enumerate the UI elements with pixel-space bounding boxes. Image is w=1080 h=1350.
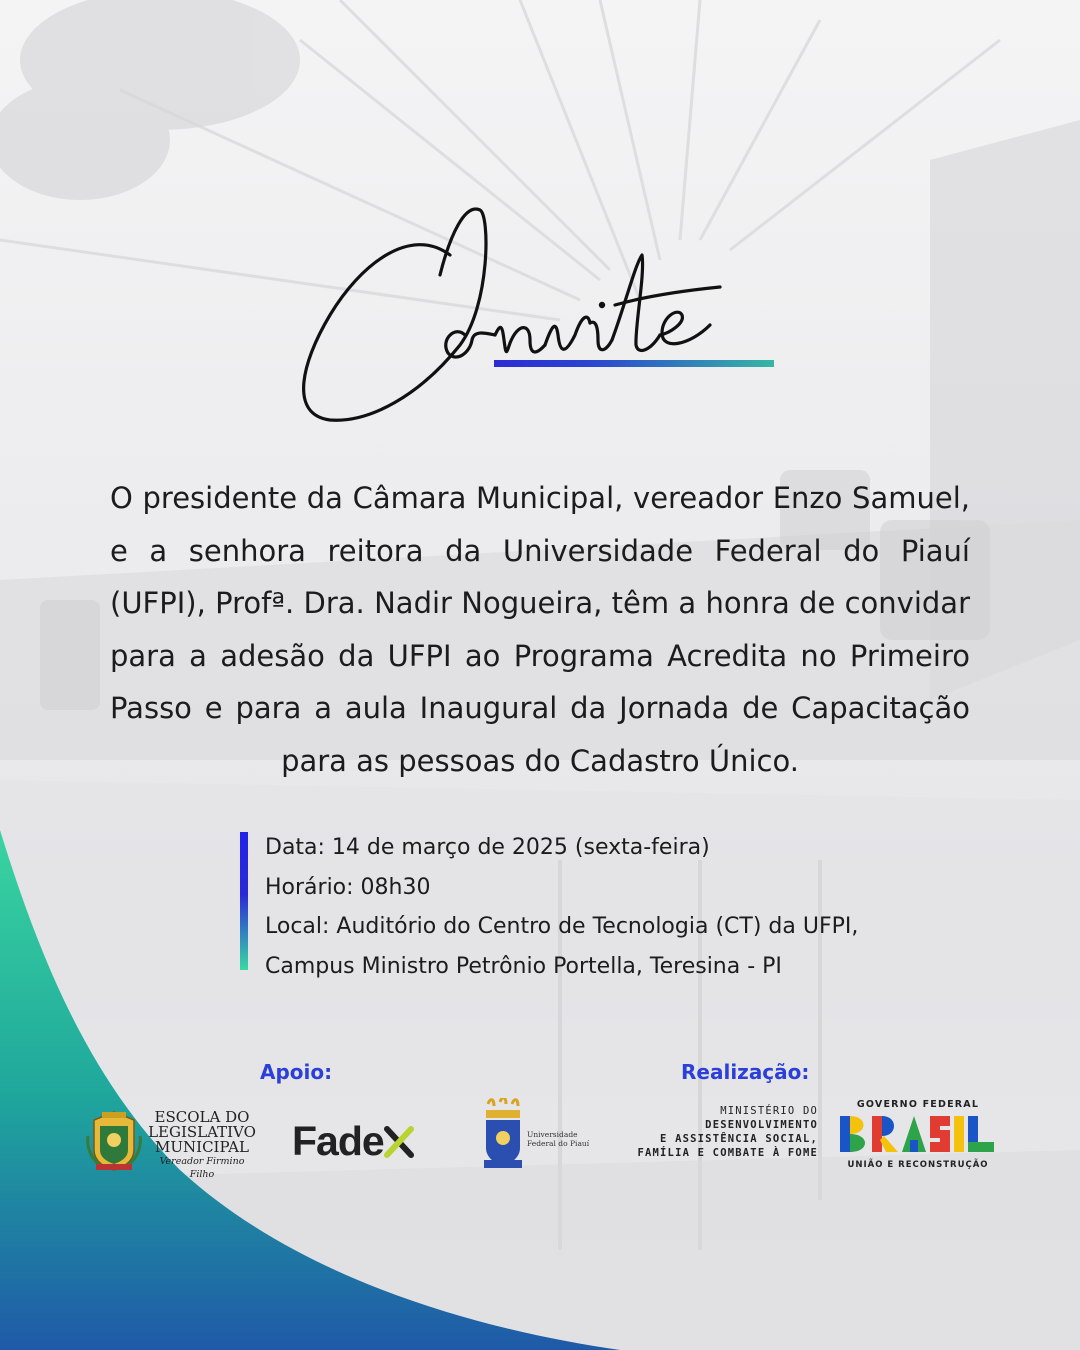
event-location-cont: Campus Ministro Petrônio Portella, Teresina - PI xyxy=(265,953,782,979)
escola-line-3: MUNICIPAL xyxy=(155,1138,249,1156)
details-lines xyxy=(265,828,945,986)
ufpi-text xyxy=(527,1130,607,1148)
event-location: Local: Auditório do Centro de Tecnologia (CT) da UFPI, xyxy=(265,914,859,939)
event-time: Horário: 08h30 xyxy=(265,874,431,900)
escola-text xyxy=(146,1110,258,1181)
ufpi-logo xyxy=(480,1098,600,1172)
mds-line-3: E ASSISTÊNCIA SOCIAL, xyxy=(660,1133,818,1145)
brasil-wordmark-icon xyxy=(840,1114,996,1154)
title-script xyxy=(290,195,790,435)
label-apoio: Apoio: xyxy=(260,1060,333,1084)
fadex-logo xyxy=(292,1118,442,1164)
ufpi-line-1: Universidade xyxy=(527,1130,578,1139)
title-underline xyxy=(494,360,774,367)
ufpi-line-2: Federal do Piauí xyxy=(527,1139,590,1148)
coat-of-arms-icon xyxy=(84,1106,144,1174)
escola-line-1: ESCOLA DO xyxy=(154,1108,250,1126)
mds-line-1: MINISTÉRIO DO xyxy=(720,1105,818,1117)
details-accent-bar xyxy=(240,832,248,970)
governo-federal-logo xyxy=(838,1099,998,1173)
escola-line-2: LEGISLATIVO xyxy=(148,1123,256,1141)
gov-bottom-text: UNIÃO E RECONSTRUÇÃO xyxy=(847,1160,989,1170)
mds-line-2: DESENVOLVIMENTO xyxy=(705,1119,818,1131)
event-date: Data: 14 de março de 2025 (sexta-feira) xyxy=(265,835,710,860)
mds-logo xyxy=(600,1104,818,1166)
ufpi-crest-icon xyxy=(480,1098,526,1172)
invitation-body: O presidente da Câmara Municipal, vereador Enzo Samuel, e a senhora reitora da Universidade Federal do Piauí (UFPI), Profª. Dra. Nadir Nogueira, têm a honra de convidar para a adesão da UFPI ao Programa Acredita no Primeiro Passo e para a aula Inaugural da Jornada de Capacitação para as pessoas do Cadastro Único. xyxy=(110,481,970,778)
title xyxy=(290,195,790,435)
fadex-x-icon xyxy=(384,1125,414,1159)
gov-top-text: GOVERNO FEDERAL xyxy=(856,1099,980,1110)
fadex-wordmark: Fade xyxy=(292,1118,384,1164)
label-realizacao: Realização: xyxy=(681,1060,810,1084)
escola-line-4: Vereador Firmino Filho xyxy=(159,1156,245,1180)
mds-line-4: FAMÍLIA E COMBATE À FOME xyxy=(637,1147,818,1159)
escola-legislativo-logo xyxy=(84,1106,256,1180)
